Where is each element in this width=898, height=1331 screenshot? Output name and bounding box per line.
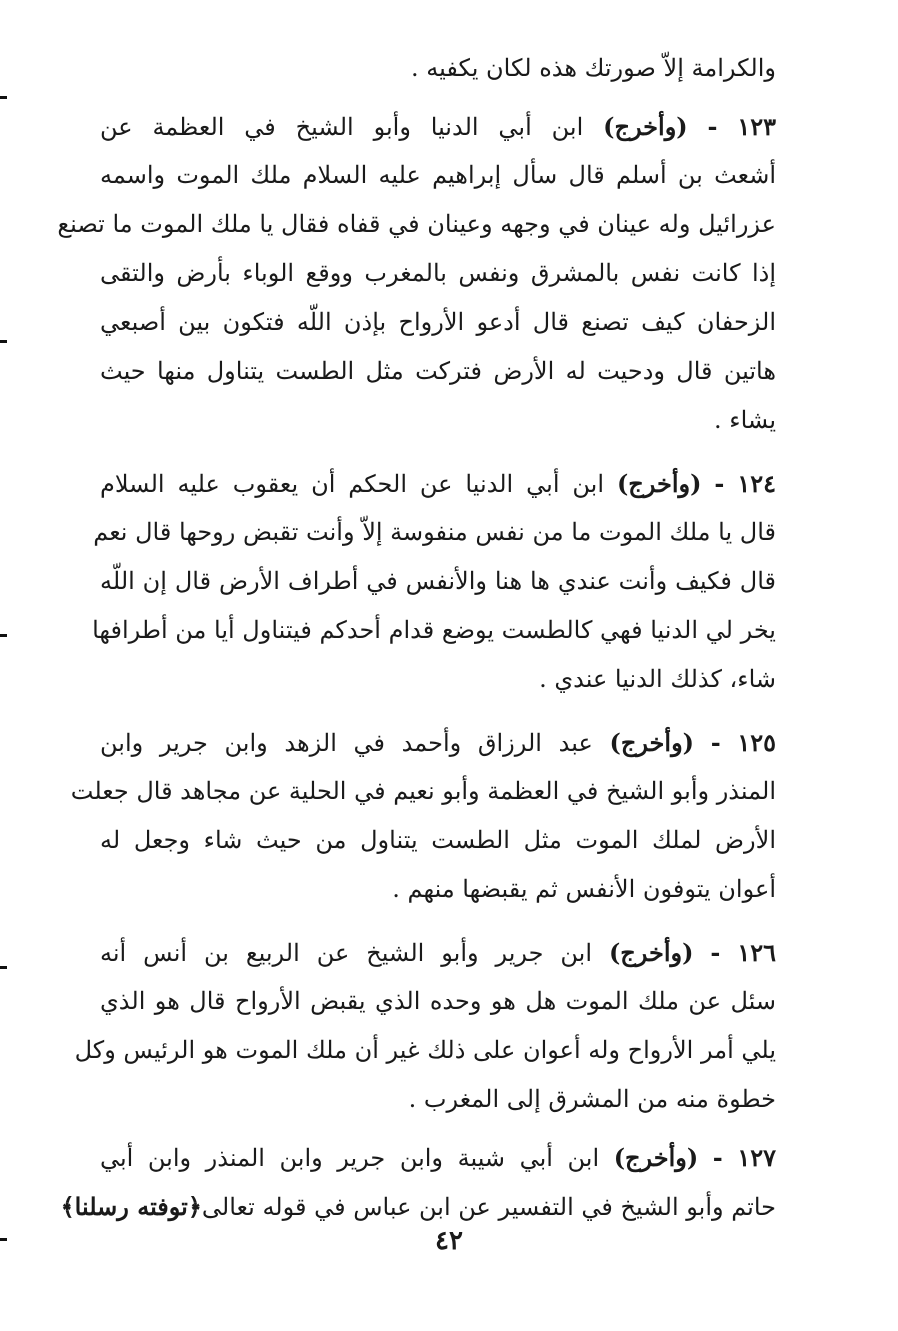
entry-line: شاء، كذلك الدنيا عندي . [539,665,776,693]
entry-number: ١٢٣ [737,112,776,141]
edge-mark [0,340,7,343]
entry-line: المنذر وأبو الشيخ في العظمة وأبو نعيم في الحلية عن مجاهد قال جعلت [70,777,776,805]
edge-mark [0,634,7,637]
entry-keyword: (وأخرج) [613,1143,699,1172]
entry-keyword: (وأخرج) [603,112,688,141]
intro-line: والكرامة إلاّ صورتك هذه لكان يكفيه . [410,54,776,82]
entry-number: ١٢٥ [737,728,776,757]
entry-number: ١٢٧ [737,1143,776,1172]
entry-first-line [100,928,776,977]
entry-126 [74,928,776,1124]
entry-text: حاتم وأبو الشيخ في التفسير عن ابن عباس في قوله تعالى [201,1193,776,1221]
entry-line: أعوان يتوفون الأنفس ثم يقبضها منهم . [392,875,776,903]
entry-keyword: (وأخرج) [616,469,702,498]
entry-124 [92,459,776,704]
entry-123 [57,102,776,445]
entry-line: هاتين قال ودحيت له الأرض فتركت مثل الطست يتناول منها حيث [100,357,776,385]
entry-line: سئل عن ملك الموت هل هو وحده الذي يقبض الأرواح قال هو الذي [100,987,776,1015]
entry-keyword: (وأخرج) [608,938,694,967]
entry-line: خطوة منه من المشرق إلى المغرب . [408,1085,776,1113]
entry-line: الزحفان كيف تصنع قال أدعو الأرواح بإذن اللّه فتكون بين أصبعي [100,308,776,336]
entry-text: ابن أبي شيبة وابن جرير وابن المنذر وابن أبي [100,1144,600,1172]
page-body [57,44,776,1231]
entry-line: يشاء . [714,406,776,434]
entry-line: عزرائيل وله عينان في وجهه وعينان في قفاه فقال يا ملك الموت ما تصنع [57,210,776,238]
entry-line: إذا كانت نفس بالمشرق ونفس بالمغرب ووقع الوباء بأرض والتقى [100,259,776,287]
entry-first-line [100,718,776,767]
entry-dash: - [712,1143,723,1172]
entry-text: ابن أبي الدنيا عن الحكم أن يعقوب عليه السلام [100,470,605,498]
entry-first-line [100,1133,776,1182]
entry-number: ١٢٦ [737,938,776,967]
entry-dash: - [710,728,721,757]
entry-text: ابن جرير وأبو الشيخ عن الربيع بن أنس أنه [100,939,593,967]
entry-125 [70,718,776,914]
entry-first-line [100,102,776,151]
entry-first-line [100,459,776,508]
page-number: ٤٢ [435,1226,463,1256]
entry-number: ١٢٤ [737,469,776,498]
entry-line [60,1182,776,1231]
entry-dash: - [714,469,725,498]
edge-mark [0,966,7,969]
entry-line: يلي أمر الأرواح وله أعوان على ذلك غير أن ملك الموت هو الرئيس وكل [74,1036,776,1064]
entry-dash: - [710,938,721,967]
entry-127 [60,1133,776,1231]
entry-keyword: (وأخرج) [609,728,695,757]
entry-dash: - [707,112,718,141]
edge-mark [0,96,7,99]
entry-line: الأرض لملك الموت مثل الطست يتناول من حيث شاء وجعل له [100,826,776,854]
entry-line: يخر لي الدنيا فهي كالطست يوضع قدام أحدكم فيتناول أيا من أطرافها [92,616,776,644]
quran-quote: ﴿توفته رسلنا﴾ [60,1192,202,1221]
entry-line: قال يا ملك الموت ما من نفس منفوسة إلاّ وأنت تقبض روحها قال نعم [93,518,776,546]
entry-line: قال فكيف وأنت عندي ها هنا والأنفس في أطراف الأرض قال إن اللّه [100,567,776,595]
entry-text: عبد الرزاق وأحمد في الزهد وابن جرير وابن [100,729,593,757]
entry-line: أشعث بن أسلم قال سأل إبراهيم عليه السلام ملك الموت واسمه [100,161,776,189]
entry-text: ابن أبي الدنيا وأبو الشيخ في العظمة عن [100,113,584,141]
